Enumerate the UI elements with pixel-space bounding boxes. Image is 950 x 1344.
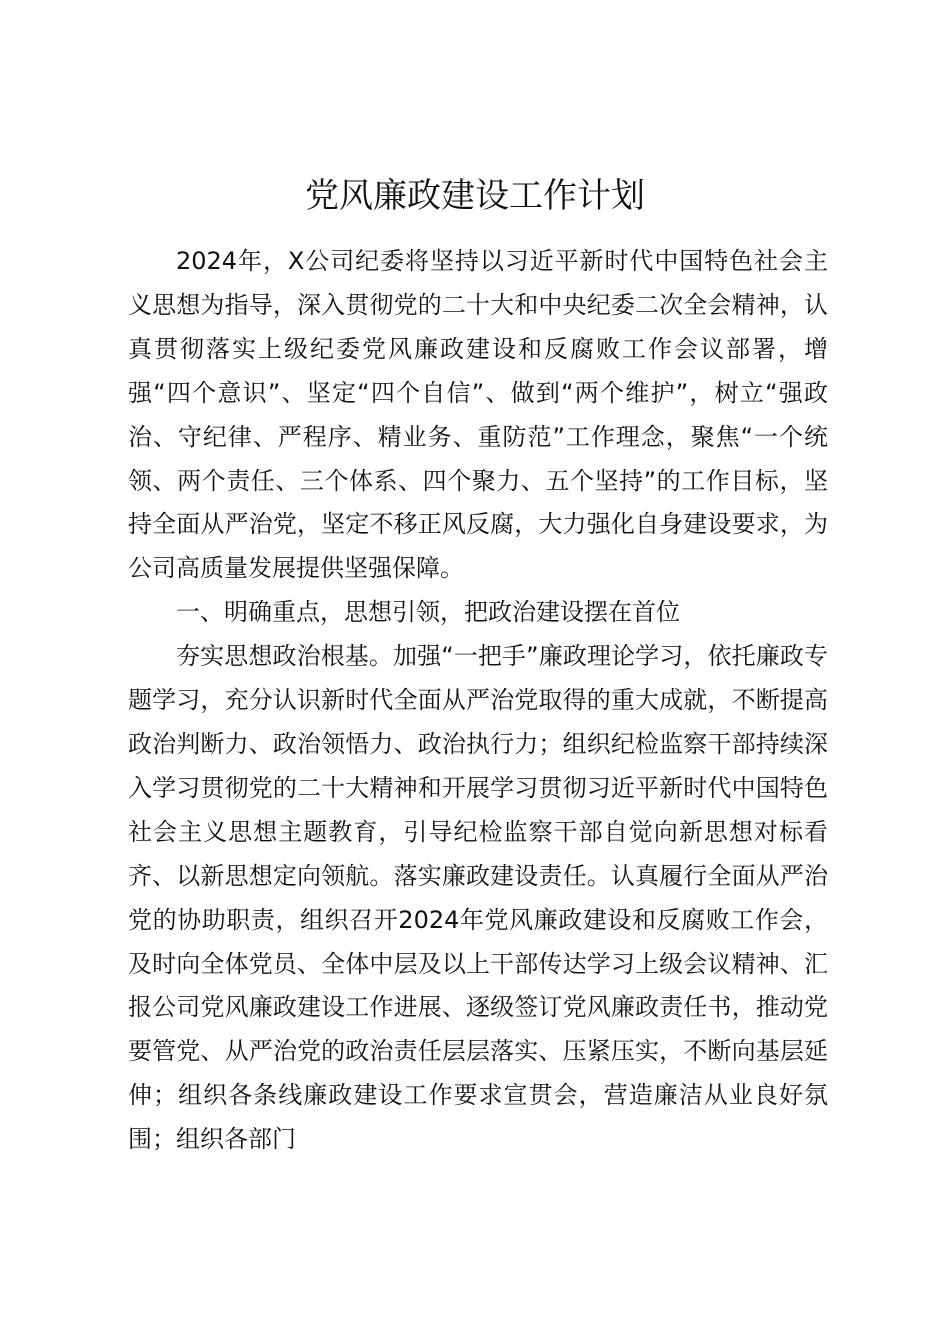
section-heading: 一、明确重点，思想引领，把政治建设摆在首位 xyxy=(176,598,680,627)
document-body xyxy=(128,240,828,1162)
document-title: 党风廉政建设工作计划 xyxy=(305,176,645,216)
intro-paragraph: 2024年，X公司纪委将坚持以习近平新时代中国特色社会主义思想为指导，深入贯彻党的二十大和中央纪委二次全会精神，认真贯彻落实上级纪委党风廉政建设和反腐败工作会议部署，增强“四个意识”、坚定“四个自信”、做到“两个维护”，树立“强政治、守纪律、严程序、精业务、重防范”工作理念，聚焦“一个统领、两个责任、三个体系、四个聚力、五个坚持”的工作目标，坚持全面从严治党，坚定不移正风反腐，大力强化自身建设要求，为公司高质量发展提供坚强保障。 xyxy=(128,247,828,583)
body-paragraph: 夯实思想政治根基。加强“一把手”廉政理论学习，依托廉政专题学习，充分认识新时代全面从严治党取得的重大成就，不断提高政治判断力、政治领悟力、政治执行力；组织纪检监察干部持续深入学习贯彻党的二十大精神和开展学习贯彻习近平新时代中国特色社会主义思想主题教育，引导纪检监察干部自觉向新思想对标看齐、以新思想定向领航。落实廉政建设责任。认真履行全面从严治党的协助职责，组织召开2024年党风廉政建设和反腐败工作会，及时向全体党员、全体中层及以上干部传达学习上级会议精神、汇报公司党风廉政建设工作进展、逐级签订党风廉政责任书，推动党要管党、从严治党的政治责任层层落实、压紧压实，不断向基层延伸；组织各条线廉政建设工作要求宣贯会，营造廉洁从业良好氛围；组织各部门 xyxy=(128,642,828,1154)
